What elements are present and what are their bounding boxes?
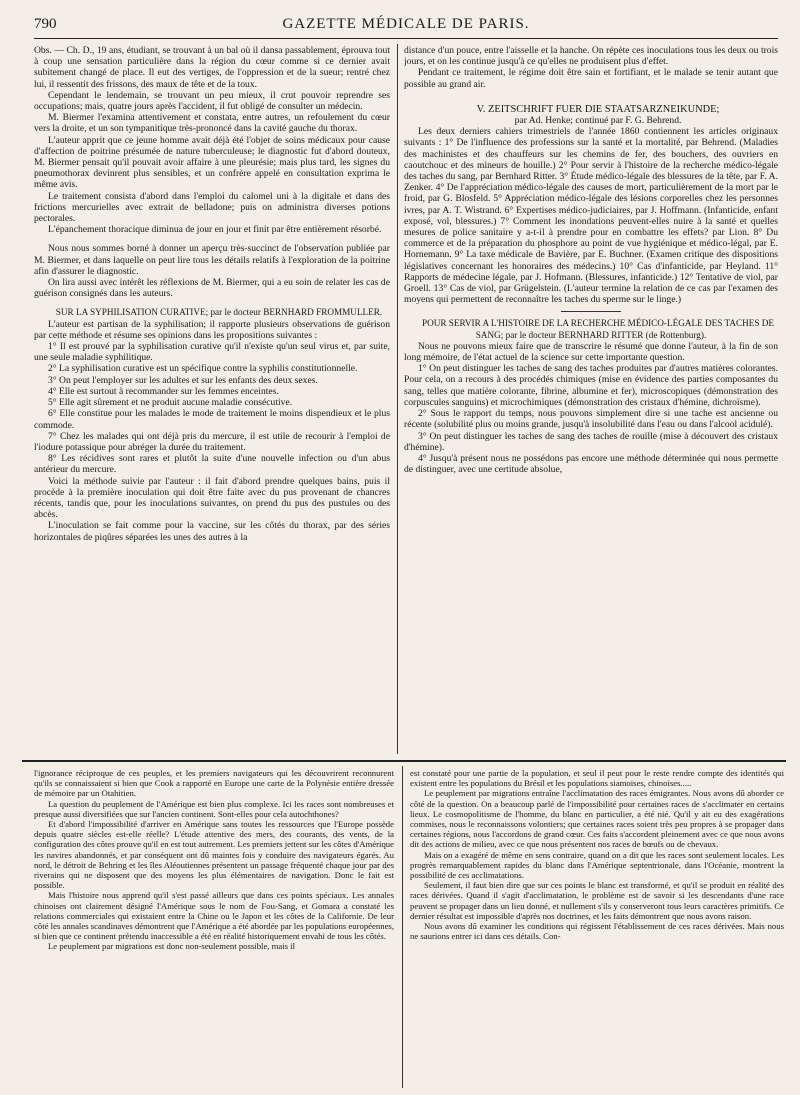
section-heading: V. ZEITSCHRIFT FUER DIE STAATSARZNEIKUNDE; (476, 103, 720, 115)
paragraph: On lira aussi avec intérêt les réflexions de M. Biermer, qui a eu soin de relater les cas de guérison consignés dans les auteurs. (34, 277, 390, 300)
list-item: 1° Il est prouvé par la syphilisation curative qu'il n'existe qu'un seul virus et, par suite, une seule maladie syphilitique. (34, 341, 390, 364)
paragraph: Obs. — Ch. D., 19 ans, étudiant, se trouvant à un bal où il dansa passablement, éprouva tout à coup une sensation particulière dans la région du cœur comme si ce dernier avait subitement changé de place. Il eut des vertiges, de l'oppression et de la sueur; rentré chez lui, il ressentit des frissons, des maux de tête et de la toux. (34, 45, 390, 90)
bottom-left-column (34, 768, 394, 1090)
paragraph: est constaté pour une partie de la population, et seul il peut pour le reste rendre compte des identités qui existent entre les populations du Brésil et les populations siamoises, chinoises..... (410, 768, 784, 789)
paragraph: Nous nous sommes borné à donner un aperçu très-succinct de l'observation publiée par M. Biermer, et dans laquelle on peut lire tous les détails relatifs à l'exploration de la poitrine afin d'assurer le diagnostic. (34, 243, 390, 277)
paragraph: Seulement, il faut bien dire que sur ces points le blanc est transformé, et qu'il se produit en réalité des races dérivées. Quand il s'agit d'acclimatation, le problème est de savoir si les descendants d'une race peuvent se propager dans un lieu donné, et nullement s'ils y conserveront tous leurs caractères primitifs. Ce dernier résultat est impossible d'après nos doctrines, et les faits démontrent que nous avons raison. (410, 880, 784, 921)
list-item: 4° Elle est surtout à recommander sur les femmes enceintes. (48, 385, 279, 397)
paragraph: Le peuplement par migrations entraîne l'acclimatation des races émigrantes. Nous avons dû aborder ce côté de la question. On a beaucoup parlé de l'impossibilité pour certaines races de s'acclimater en certains lieux. Le cosmopolitisme de l'homme, du blanc en particulier, a été nié. Qu'il y ait eu des exagérations commises, nous le reconnaissons volontiers; que certaines races soient très peu propres à se propager dans certaines régions, nous l'accordons de grand cœur. Ces faits s'accordent pleinement avec ce que nous avons dit des actions de milieu, avec ce que nous présentent nos races de bœufs ou de chevaux. (410, 788, 784, 850)
list-item: 3° On peut distinguer les taches de sang des taches de rouille (mise à découvert des cristaux d'hémine). (404, 430, 778, 453)
list-item: 6° Elle constitue pour les malades le mode de traitement le moins dispendieux et le plus commode. (34, 408, 390, 431)
journal-title: GAZETTE MÉDICALE DE PARIS. (282, 16, 530, 32)
column-divider (397, 44, 398, 754)
list-item: 2° La syphilisation curative est un spécifique contre la syphilis constitutionnelle. (48, 363, 358, 375)
left-column (34, 45, 390, 753)
paragraph: Voici la méthode suivie par l'auteur : il fait d'abord prendre quelques bains, puis il procède à la première inoculation qui doit être faite avec du pus provenant de chancres récents, tandis que, pour les inoculations suivantes, on prend du pus des pustules ou des abcès. (34, 475, 390, 521)
right-column (404, 45, 778, 753)
section-heading: POUR SERVIR A L'HISTOIRE DE LA RECHERCHE MÉDICO-LÉGALE DES TACHES DE SANG; par le docteur BERNHARD RITTER (de Rottenburg). (421, 318, 775, 340)
paragraph: Mais l'histoire nous apprend qu'il s'est passé ailleurs que dans ces points spéciaux. Les annales chinoises ont clairement désigné l'Amérique sous le nom de Fou-Sang, et Gomara a constaté les relations commerciales qui existaient entre la Chine ou le Japon et les côtes de la Californie. De leur côté les annales scandinaves démontrent que l'Amérique a été abordée par les populations européennes, si bien que ce continent prétendu inaccessible a été en réalité historiquement envahi de tous les côtés. (34, 890, 394, 942)
list-item: 7° Chez les malades qui ont déjà pris du mercure, il est utile de recourir à l'emploi de l'iodure potassique pour abréger la durée du traitement. (34, 430, 390, 453)
column-divider (402, 766, 403, 1088)
section-heading: SUR LA SYPHILISATION CURATIVE; par le docteur BERNHARD FROMMULLER. (55, 307, 383, 318)
page-header (34, 14, 778, 39)
paragraph: Nous ne pouvons mieux faire que de transcrire le résumé que donne l'auteur, à la fin de son long mémoire, de l'état actuel de la science sur cette importante question. (404, 340, 778, 364)
paragraph: Et d'abord l'impossibilité d'arriver en Amérique sans toutes les ressources que l'Europe possède depuis quatre siècles est-elle réelle? L'étude attentive des mers, des courants, des vents, de la configuration des côtes prouve qu'il en est tout autrement. Les premiers jettent sur les côtes d'Amérique les navires abandonnés, et par conséquent ont dû maintes fois y conduire des navigateurs égarés. Au nord, le détroit de Behring et les îles Aléoutiennes présentent un passage fréquenté chaque jour par des riverains qui ne disposent que des moyens les plus élémentaires de navigation. Donc le fait est possible. (34, 819, 394, 891)
paragraph: distance d'un pouce, entre l'aisselle et la hanche. On répète ces inoculations tous les deux ou trois jours, et on les continue jusqu'à ce qu'elles ne produisent plus d'effet. (404, 45, 778, 68)
list-item: 5° Elle agit sûrement et ne produit aucune maladie consécutive. (48, 397, 293, 409)
paragraph: M. Biermer l'examina attentivement et constata, entre autres, un refoulement du cœur vers la droite, et un son tympanitique très-prononcé dans la cavité gauche du thorax. (34, 112, 390, 135)
list-item: 1° On peut distinguer les taches de sang des taches produites par d'autres matières colorantes. Pour cela, on a recours à des procédés chimiques (mise en évidence des parties composantes du sang, telles que matière colorante, fibrine, albumine et fer), microscopiques (démonstration des corpuscules sanguins) et microchimiques (démonstration des cristaux d'hémine, dichroïsme). (404, 363, 778, 408)
feuilleton-rule (22, 760, 786, 762)
list-item: 3° On peut l'employer sur les adultes et sur les enfants des deux sexes. (48, 374, 318, 386)
paragraph: Nous avons dû examiner les conditions qui régissent l'établissement de ces races dérivées. Mais nous ne saurions entrer ici dans ces détails. Con- (410, 921, 784, 942)
paragraph: Cependant le lendemain, se trouvant un peu mieux, il crut pouvoir reprendre ses occupations; mais, quatre jours après l'accident, il fut obligé de consulter un médecin. (34, 89, 390, 113)
paragraph: L'auteur apprit que ce jeune homme avait déjà été l'objet de soins médicaux pour cause d'affection de poitrine présumée de nature tuberculeuse; le diagnostic fut d'abord douteux, M. Biermer pensait qu'il pouvait avoir affaire à une pleurésie; mais plus tard, les signes du pneumothorax devinrent plus sensibles, et un confrère appelé en consultation exprima le même avis. (34, 134, 390, 191)
list-item: 8° Les récidives sont rares et plutôt la suite d'une nouvelle infection ou d'un abus antérieur du mercure. (34, 453, 390, 476)
section-subtitle: par Ad. Henke; continué par F. G. Behrend. (514, 115, 682, 127)
paragraph: Le traitement consista d'abord dans l'emploi du calomel uni à la digitale et dans des frictions mercurielles avec extrait de belladone; puis on administra diverses potions pectorales. (34, 190, 390, 225)
list-item: 4° Jusqu'à présent nous ne possédons pas encore une méthode déterminée qui nous permette de distinguer, avec une certitude absolue, (404, 452, 778, 476)
section-rule (561, 311, 621, 312)
paragraph: Pendant ce traitement, le régime doit être sain et fortifiant, et le malade se tenir autant que possible au grand air. (404, 67, 778, 90)
paragraph: La question du peuplement de l'Amérique est bien plus complexe. Ici les races sont nombreuses et presque aussi diversifiées que sur l'ancien continent. Sont-elles pour cela autochthones? (34, 798, 394, 819)
paragraph: Le peuplement par migrations est donc non-seulement possible, mais il (48, 941, 296, 952)
paragraph: L'auteur est partisan de la syphilisation; il rapporte plusieurs observations de guérison par cette méthode et résume ses opinions dans les propositions suivantes : (34, 318, 390, 341)
paragraph: L'inoculation se fait comme pour la vaccine, sur les côtés du thorax, par des séries horizontales de piqûres séparées les unes des autres à la (34, 520, 390, 543)
paragraph: l'ignorance réciproque de ces peuples, et les premiers navigateurs qui les découvrirent reconnurent qu'ils se connaissaient si bien que Cook a rapporté en Europe une carte de la Polynésie entière dressée de mémoire par un Otahitien. (34, 768, 394, 799)
paragraph: Les deux derniers cahiers trimestriels de l'année 1860 contiennent les articles originaux suivants : 1° De l'influence des professions sur la santé et la mortalité, par Behrend. (Maladies des machinistes et des chauffeurs sur les chemins de fer, des bouchers, des ouvriers en caoutchouc et des mineurs de houille.) 2° Pour servir à l'histoire de la recherche médico-légale des taches du sang, par Bernhard Ritter. 3° Étude médico-légale des blessures de la tête, par F. A. Zenker. 4° De l'appréciation médico-légale des causes de mort, particulièrement de la mort par le froid, par G. Blosfeld. 5° Appréciation médico-légale des lésions corporelles chez les personnes ivres, par A. T. Wistrand. 6° Expertises médico-judiciaires, par J. Hoffmann. (Infanticide, enfant exposé, vol, blessures.) 7° Comment les inondations peuvent-elles nuire à la santé et quelles mesures de police sanitaire y a-t-il à prendre pour en combattre les effets? par Lion. 8° Du commerce et de la préparation du phosphore au point de vue hygiénique et médico-légal, par E. Hornemann. 9° La taxe médicale de Bavière, par E. Buchner. (Examen critique des dispositions législatives concernant les honoraires des médecins.) 10° Cas d'infanticide, par Heyland. 11° Rapports de médecine légale, par J. Hofmann. (Blessures, infanticide.) 12° Tentative de viol, par Groell. 13° Cas de viol, par Grügelstein. (L'auteur termine la relation de ce cas par l'examen des moyens qui permettent de reconnaître les taches du sperme sur le linge.) (404, 126, 778, 306)
page-number: 790 (34, 16, 57, 32)
paragraph: L'épanchement thoracique diminua de jour en jour et finit par être entièrement résorbé. (48, 224, 382, 236)
bottom-right-column (410, 768, 784, 1090)
paragraph: Mais on a exagéré de même en sens contraire, quand on a dit que les races sont seulement locales. Les progrès remarquablement rapides du blanc dans l'Amérique septentrionale, dans l'Océanie, montrent la possibilité de ces acclimatations. (410, 849, 784, 881)
list-item: 2° Sous le rapport du temps, nous pouvons simplement dire si une tache est ancienne ou récente (solubilité plus ou moins grande, jusqu'à insolubilité dans l'eau ou dans l'alcool acidulé). (404, 408, 778, 431)
